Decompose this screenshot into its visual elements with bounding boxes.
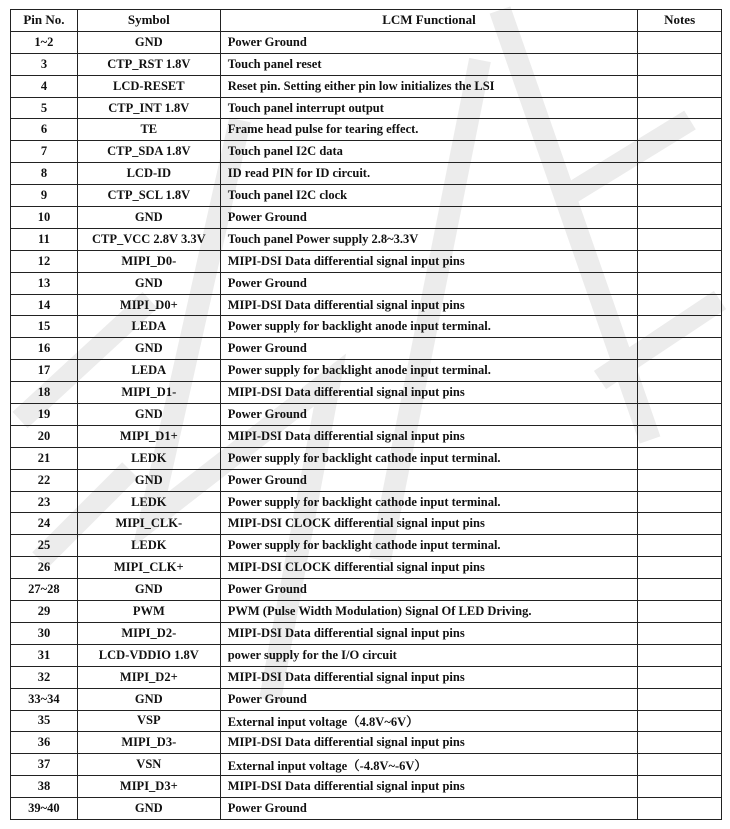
function-description: External input voltage（-4.8V~-6V） (220, 754, 637, 776)
notes-cell (638, 207, 722, 229)
table-row (11, 250, 722, 272)
function-description: MIPI-DSI Data differential signal input pins (220, 425, 637, 447)
function-description: Touch panel interrupt output (220, 97, 637, 119)
symbol: LEDA (77, 316, 220, 338)
symbol: LEDK (77, 535, 220, 557)
notes-cell (638, 360, 722, 382)
function-description: power supply for the I/O circuit (220, 644, 637, 666)
pin-number: 12 (11, 250, 78, 272)
function-description: Power supply for backlight cathode input terminal. (220, 535, 637, 557)
table-row (11, 31, 722, 53)
function-description: Power Ground (220, 272, 637, 294)
function-description: Power supply for backlight cathode input terminal. (220, 447, 637, 469)
pin-number: 38 (11, 776, 78, 798)
pin-number: 15 (11, 316, 78, 338)
notes-cell (638, 557, 722, 579)
pin-number: 7 (11, 141, 78, 163)
table-row (11, 535, 722, 557)
table-row (11, 404, 722, 426)
notes-cell (638, 688, 722, 710)
notes-cell (638, 338, 722, 360)
symbol: GND (77, 31, 220, 53)
function-description: Power Ground (220, 688, 637, 710)
table-row (11, 338, 722, 360)
symbol: MIPI_D2+ (77, 666, 220, 688)
notes-cell (638, 469, 722, 491)
table-row (11, 622, 722, 644)
header-pin: Pin No. (11, 10, 78, 32)
table-row (11, 75, 722, 97)
table-row (11, 579, 722, 601)
function-description: Power supply for backlight anode input terminal. (220, 360, 637, 382)
pin-number: 35 (11, 710, 78, 732)
function-description: Power Ground (220, 404, 637, 426)
function-description: MIPI-DSI CLOCK differential signal input pins (220, 557, 637, 579)
notes-cell (638, 53, 722, 75)
pin-number: 31 (11, 644, 78, 666)
notes-cell (638, 185, 722, 207)
table-row (11, 469, 722, 491)
notes-cell (638, 579, 722, 601)
table-row (11, 207, 722, 229)
table-row (11, 294, 722, 316)
symbol: MIPI_D1+ (77, 425, 220, 447)
pin-number: 30 (11, 622, 78, 644)
symbol: LCD-VDDIO 1.8V (77, 644, 220, 666)
pin-number: 24 (11, 513, 78, 535)
function-description: Touch panel I2C clock (220, 185, 637, 207)
notes-cell (638, 119, 722, 141)
pin-number: 19 (11, 404, 78, 426)
table-row (11, 644, 722, 666)
table-row (11, 491, 722, 513)
pin-number: 33~34 (11, 688, 78, 710)
symbol: MIPI_CLK- (77, 513, 220, 535)
function-description: External input voltage（4.8V~6V） (220, 710, 637, 732)
symbol: MIPI_CLK+ (77, 557, 220, 579)
notes-cell (638, 622, 722, 644)
symbol: MIPI_D0- (77, 250, 220, 272)
pin-number: 21 (11, 447, 78, 469)
symbol: MIPI_D1- (77, 382, 220, 404)
symbol: LCD-RESET (77, 75, 220, 97)
pin-number: 17 (11, 360, 78, 382)
function-description: MIPI-DSI Data differential signal input pins (220, 250, 637, 272)
notes-cell (638, 294, 722, 316)
table-row (11, 228, 722, 250)
symbol: MIPI_D3- (77, 732, 220, 754)
symbol: VSP (77, 710, 220, 732)
symbol: GND (77, 207, 220, 229)
pin-number: 6 (11, 119, 78, 141)
function-description: MIPI-DSI Data differential signal input pins (220, 732, 637, 754)
notes-cell (638, 732, 722, 754)
notes-cell (638, 31, 722, 53)
table-row (11, 710, 722, 732)
table-row (11, 382, 722, 404)
function-description: Power Ground (220, 31, 637, 53)
symbol: MIPI_D3+ (77, 776, 220, 798)
symbol: CTP_VCC 2.8V 3.3V (77, 228, 220, 250)
function-description: Power Ground (220, 798, 637, 820)
function-description: PWM (Pulse Width Modulation) Signal Of LED Driving. (220, 601, 637, 623)
pin-number: 26 (11, 557, 78, 579)
pin-number: 4 (11, 75, 78, 97)
function-description: Power Ground (220, 207, 637, 229)
table-row (11, 754, 722, 776)
notes-cell (638, 666, 722, 688)
table-row (11, 185, 722, 207)
notes-cell (638, 163, 722, 185)
symbol: GND (77, 338, 220, 360)
table-row (11, 601, 722, 623)
function-description: Power supply for backlight cathode input terminal. (220, 491, 637, 513)
pin-number: 36 (11, 732, 78, 754)
pin-number: 3 (11, 53, 78, 75)
symbol: CTP_INT 1.8V (77, 97, 220, 119)
header-notes: Notes (638, 10, 722, 32)
table-row (11, 163, 722, 185)
function-description: MIPI-DSI Data differential signal input pins (220, 382, 637, 404)
table-row (11, 513, 722, 535)
function-description: MIPI-DSI CLOCK differential signal input pins (220, 513, 637, 535)
function-description: Power Ground (220, 579, 637, 601)
pin-number: 27~28 (11, 579, 78, 601)
notes-cell (638, 250, 722, 272)
symbol: VSN (77, 754, 220, 776)
pin-number: 20 (11, 425, 78, 447)
pin-number: 29 (11, 601, 78, 623)
notes-cell (638, 798, 722, 820)
notes-cell (638, 754, 722, 776)
function-description: Power Ground (220, 469, 637, 491)
pin-number: 8 (11, 163, 78, 185)
function-description: Power Ground (220, 338, 637, 360)
pin-number: 16 (11, 338, 78, 360)
notes-cell (638, 425, 722, 447)
pin-number: 10 (11, 207, 78, 229)
symbol: GND (77, 688, 220, 710)
function-description: MIPI-DSI Data differential signal input pins (220, 776, 637, 798)
notes-cell (638, 644, 722, 666)
pin-number: 5 (11, 97, 78, 119)
table-row (11, 557, 722, 579)
notes-cell (638, 535, 722, 557)
notes-cell (638, 447, 722, 469)
symbol: GND (77, 272, 220, 294)
notes-cell (638, 272, 722, 294)
function-description: Touch panel Power supply 2.8~3.3V (220, 228, 637, 250)
table-row (11, 53, 722, 75)
pin-number: 39~40 (11, 798, 78, 820)
table-row (11, 316, 722, 338)
header-symbol: Symbol (77, 10, 220, 32)
table-row (11, 141, 722, 163)
table-row (11, 776, 722, 798)
function-description: Frame head pulse for tearing effect. (220, 119, 637, 141)
function-description: Reset pin. Setting either pin low initializes the LSI (220, 75, 637, 97)
table-row (11, 732, 722, 754)
function-description: Power supply for backlight anode input terminal. (220, 316, 637, 338)
symbol: LCD-ID (77, 163, 220, 185)
pin-number: 32 (11, 666, 78, 688)
function-description: MIPI-DSI Data differential signal input pins (220, 294, 637, 316)
table-row (11, 360, 722, 382)
notes-cell (638, 228, 722, 250)
notes-cell (638, 601, 722, 623)
pin-number: 13 (11, 272, 78, 294)
symbol: TE (77, 119, 220, 141)
symbol: GND (77, 404, 220, 426)
table-row (11, 119, 722, 141)
notes-cell (638, 776, 722, 798)
notes-cell (638, 513, 722, 535)
header-functional: LCM Functional (220, 10, 637, 32)
table-row (11, 666, 722, 688)
pin-number: 11 (11, 228, 78, 250)
table-row (11, 272, 722, 294)
table-row (11, 425, 722, 447)
pin-number: 37 (11, 754, 78, 776)
table-header-row (11, 10, 722, 32)
notes-cell (638, 710, 722, 732)
symbol: CTP_SCL 1.8V (77, 185, 220, 207)
pin-number: 1~2 (11, 31, 78, 53)
notes-cell (638, 316, 722, 338)
function-description: MIPI-DSI Data differential signal input pins (220, 666, 637, 688)
function-description: Touch panel I2C data (220, 141, 637, 163)
pin-number: 25 (11, 535, 78, 557)
symbol: GND (77, 469, 220, 491)
function-description: ID read PIN for ID circuit. (220, 163, 637, 185)
table-row (11, 447, 722, 469)
symbol: LEDA (77, 360, 220, 382)
symbol: MIPI_D0+ (77, 294, 220, 316)
table-row (11, 798, 722, 820)
notes-cell (638, 141, 722, 163)
notes-cell (638, 75, 722, 97)
function-description: MIPI-DSI Data differential signal input pins (220, 622, 637, 644)
symbol: GND (77, 579, 220, 601)
function-description: Touch panel reset (220, 53, 637, 75)
pin-number: 18 (11, 382, 78, 404)
symbol: CTP_RST 1.8V (77, 53, 220, 75)
symbol: MIPI_D2- (77, 622, 220, 644)
table-row (11, 97, 722, 119)
pin-number: 14 (11, 294, 78, 316)
notes-cell (638, 491, 722, 513)
symbol: GND (77, 798, 220, 820)
symbol: PWM (77, 601, 220, 623)
pin-table (10, 9, 722, 820)
symbol: LEDK (77, 491, 220, 513)
pin-number: 22 (11, 469, 78, 491)
pin-number: 9 (11, 185, 78, 207)
notes-cell (638, 382, 722, 404)
symbol: CTP_SDA 1.8V (77, 141, 220, 163)
table-row (11, 688, 722, 710)
notes-cell (638, 97, 722, 119)
symbol: LEDK (77, 447, 220, 469)
notes-cell (638, 404, 722, 426)
pin-number: 23 (11, 491, 78, 513)
